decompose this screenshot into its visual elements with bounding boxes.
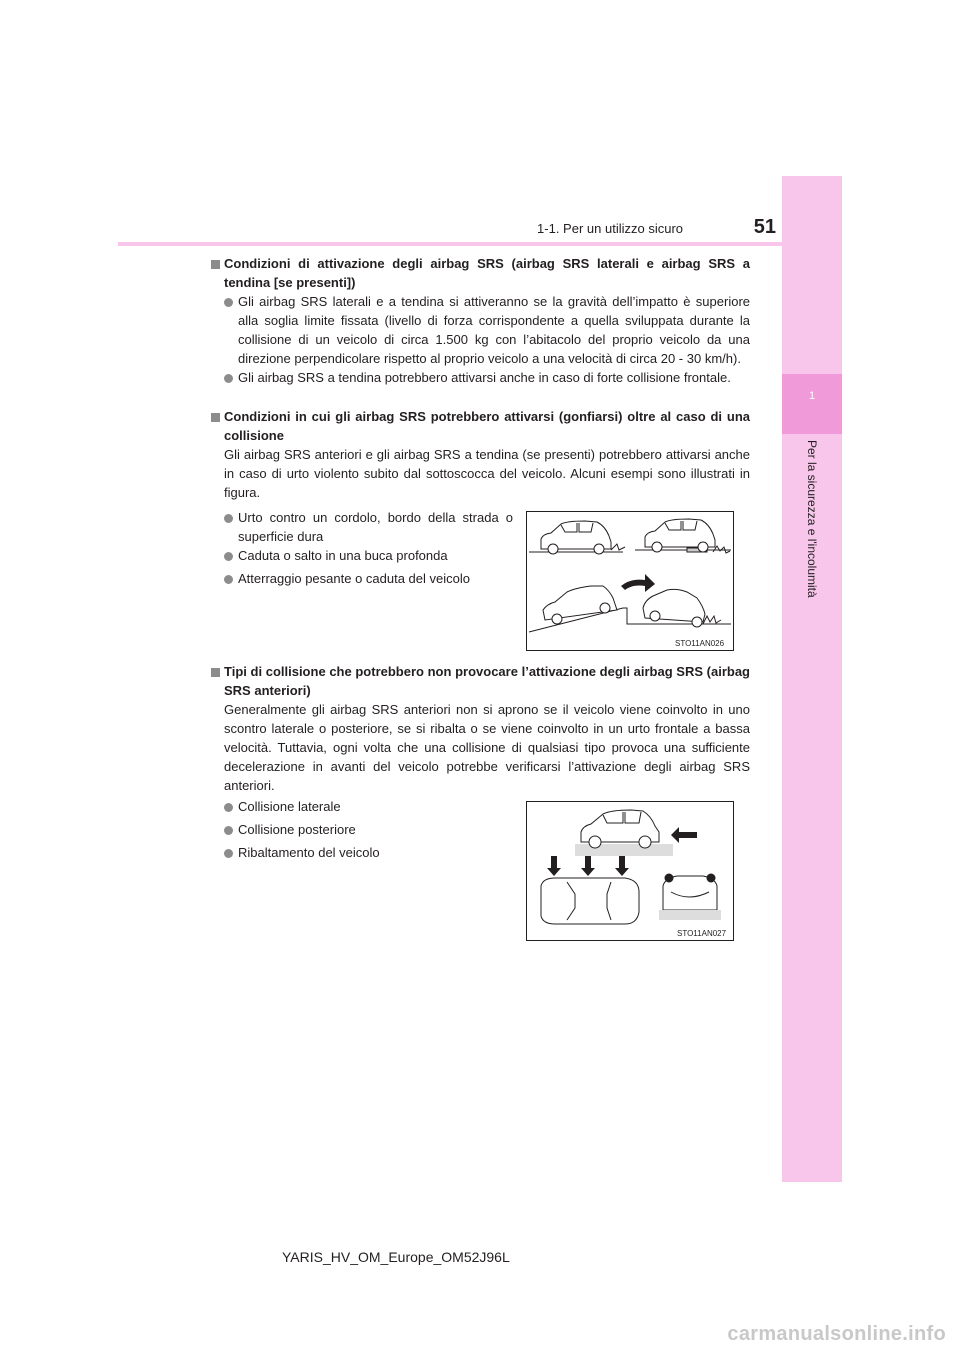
bullet-dot-icon (224, 552, 233, 561)
figure-non-deploy-collisions (526, 801, 734, 941)
section-body: Generalmente gli airbag SRS anteriori non si aprono se il veicolo viene coinvolto in uno scontro laterale o posteriore, se si ribalta o se viene coinvolto in un urto frontale a bassa velocità. Tuttavia, ogni volta che una collisione di qualsiasi tipo provoca una sufficiente decelerazione in avanti del veicolo potrebbe verificarsi l’attivazione degli airbag SRS anteriori. (224, 702, 750, 793)
section-square-icon (211, 413, 220, 422)
section-square-icon (211, 260, 220, 269)
chapter-number: 1 (808, 390, 816, 402)
bullet-dot-icon (224, 514, 233, 523)
header-rule (118, 242, 782, 246)
bullet-text: Caduta o salto in una buca profonda (238, 548, 448, 563)
section-heading: Condizioni di attivazione degli airbag SRS (airbag SRS laterali e airbag SRS a tendina [se presenti]) (224, 256, 750, 290)
document-footer-code: YARIS_HV_OM_Europe_OM52J96L (282, 1249, 510, 1265)
figure-code: STO11AN027 (677, 929, 727, 938)
bullet-text: Ribaltamento del veicolo (238, 845, 380, 860)
chapter-title: Per la sicurezza e l'incolumità (805, 440, 819, 598)
section-square-icon (211, 668, 220, 677)
bullet-dot-icon (224, 803, 233, 812)
bullet-text: Gli airbag SRS a tendina potrebbero attivarsi anche in caso di forte collisione frontale. (238, 370, 731, 385)
section-body: Gli airbag SRS anteriori e gli airbag SRS a tendina (se presenti) potrebbero attivarsi anche in caso di urto violento subito dal sottoscocca del veicolo. Alcuni esempi sono illustrati in figura. (224, 447, 750, 500)
chapter-number-tab (782, 374, 842, 434)
bullet-dot-icon (224, 298, 233, 307)
watermark: carmanualsonline.info (727, 1323, 946, 1345)
bullet-text: Collisione laterale (238, 799, 341, 814)
section-heading: Tipi di collisione che potrebbero non provocare l’attivazione degli airbag SRS (airbag SRS anteriori) (224, 664, 750, 698)
underbody-impact-illustration (527, 512, 733, 650)
page-number: 51 (753, 216, 776, 238)
bullet-dot-icon (224, 575, 233, 584)
section-heading: Condizioni in cui gli airbag SRS potrebbero attivarsi (gonfiarsi) oltre al caso di una collisione (224, 409, 750, 443)
bullet-text: Collisione posteriore (238, 822, 356, 837)
bullet-text: Atterraggio pesante o caduta del veicolo (238, 571, 470, 586)
bullet-text: Gli airbag SRS laterali e a tendina si attiveranno se la gravità dell’impatto è superiore alla soglia limite fissata (livello di forza corrispondente a quella sviluppata durante la collisione di un veicolo di circa 1.500 kg con l’abitacolo del proprio veicolo da una direzione perpendicolare rispetto al proprio veicolo a una velocità di circa 20 - 30 km/h). (238, 294, 750, 366)
header-section-title: 1-1. Per un utilizzo sicuro (537, 221, 683, 236)
bullet-dot-icon (224, 849, 233, 858)
bullet-text: Urto contro un cordolo, bordo della strada o superficie dura (238, 510, 513, 544)
figure-code: STO11AN026 (675, 639, 725, 648)
figure-underbody-impacts (526, 511, 734, 651)
collision-types-illustration (527, 802, 733, 940)
bullet-dot-icon (224, 826, 233, 835)
bullet-dot-icon (224, 374, 233, 383)
